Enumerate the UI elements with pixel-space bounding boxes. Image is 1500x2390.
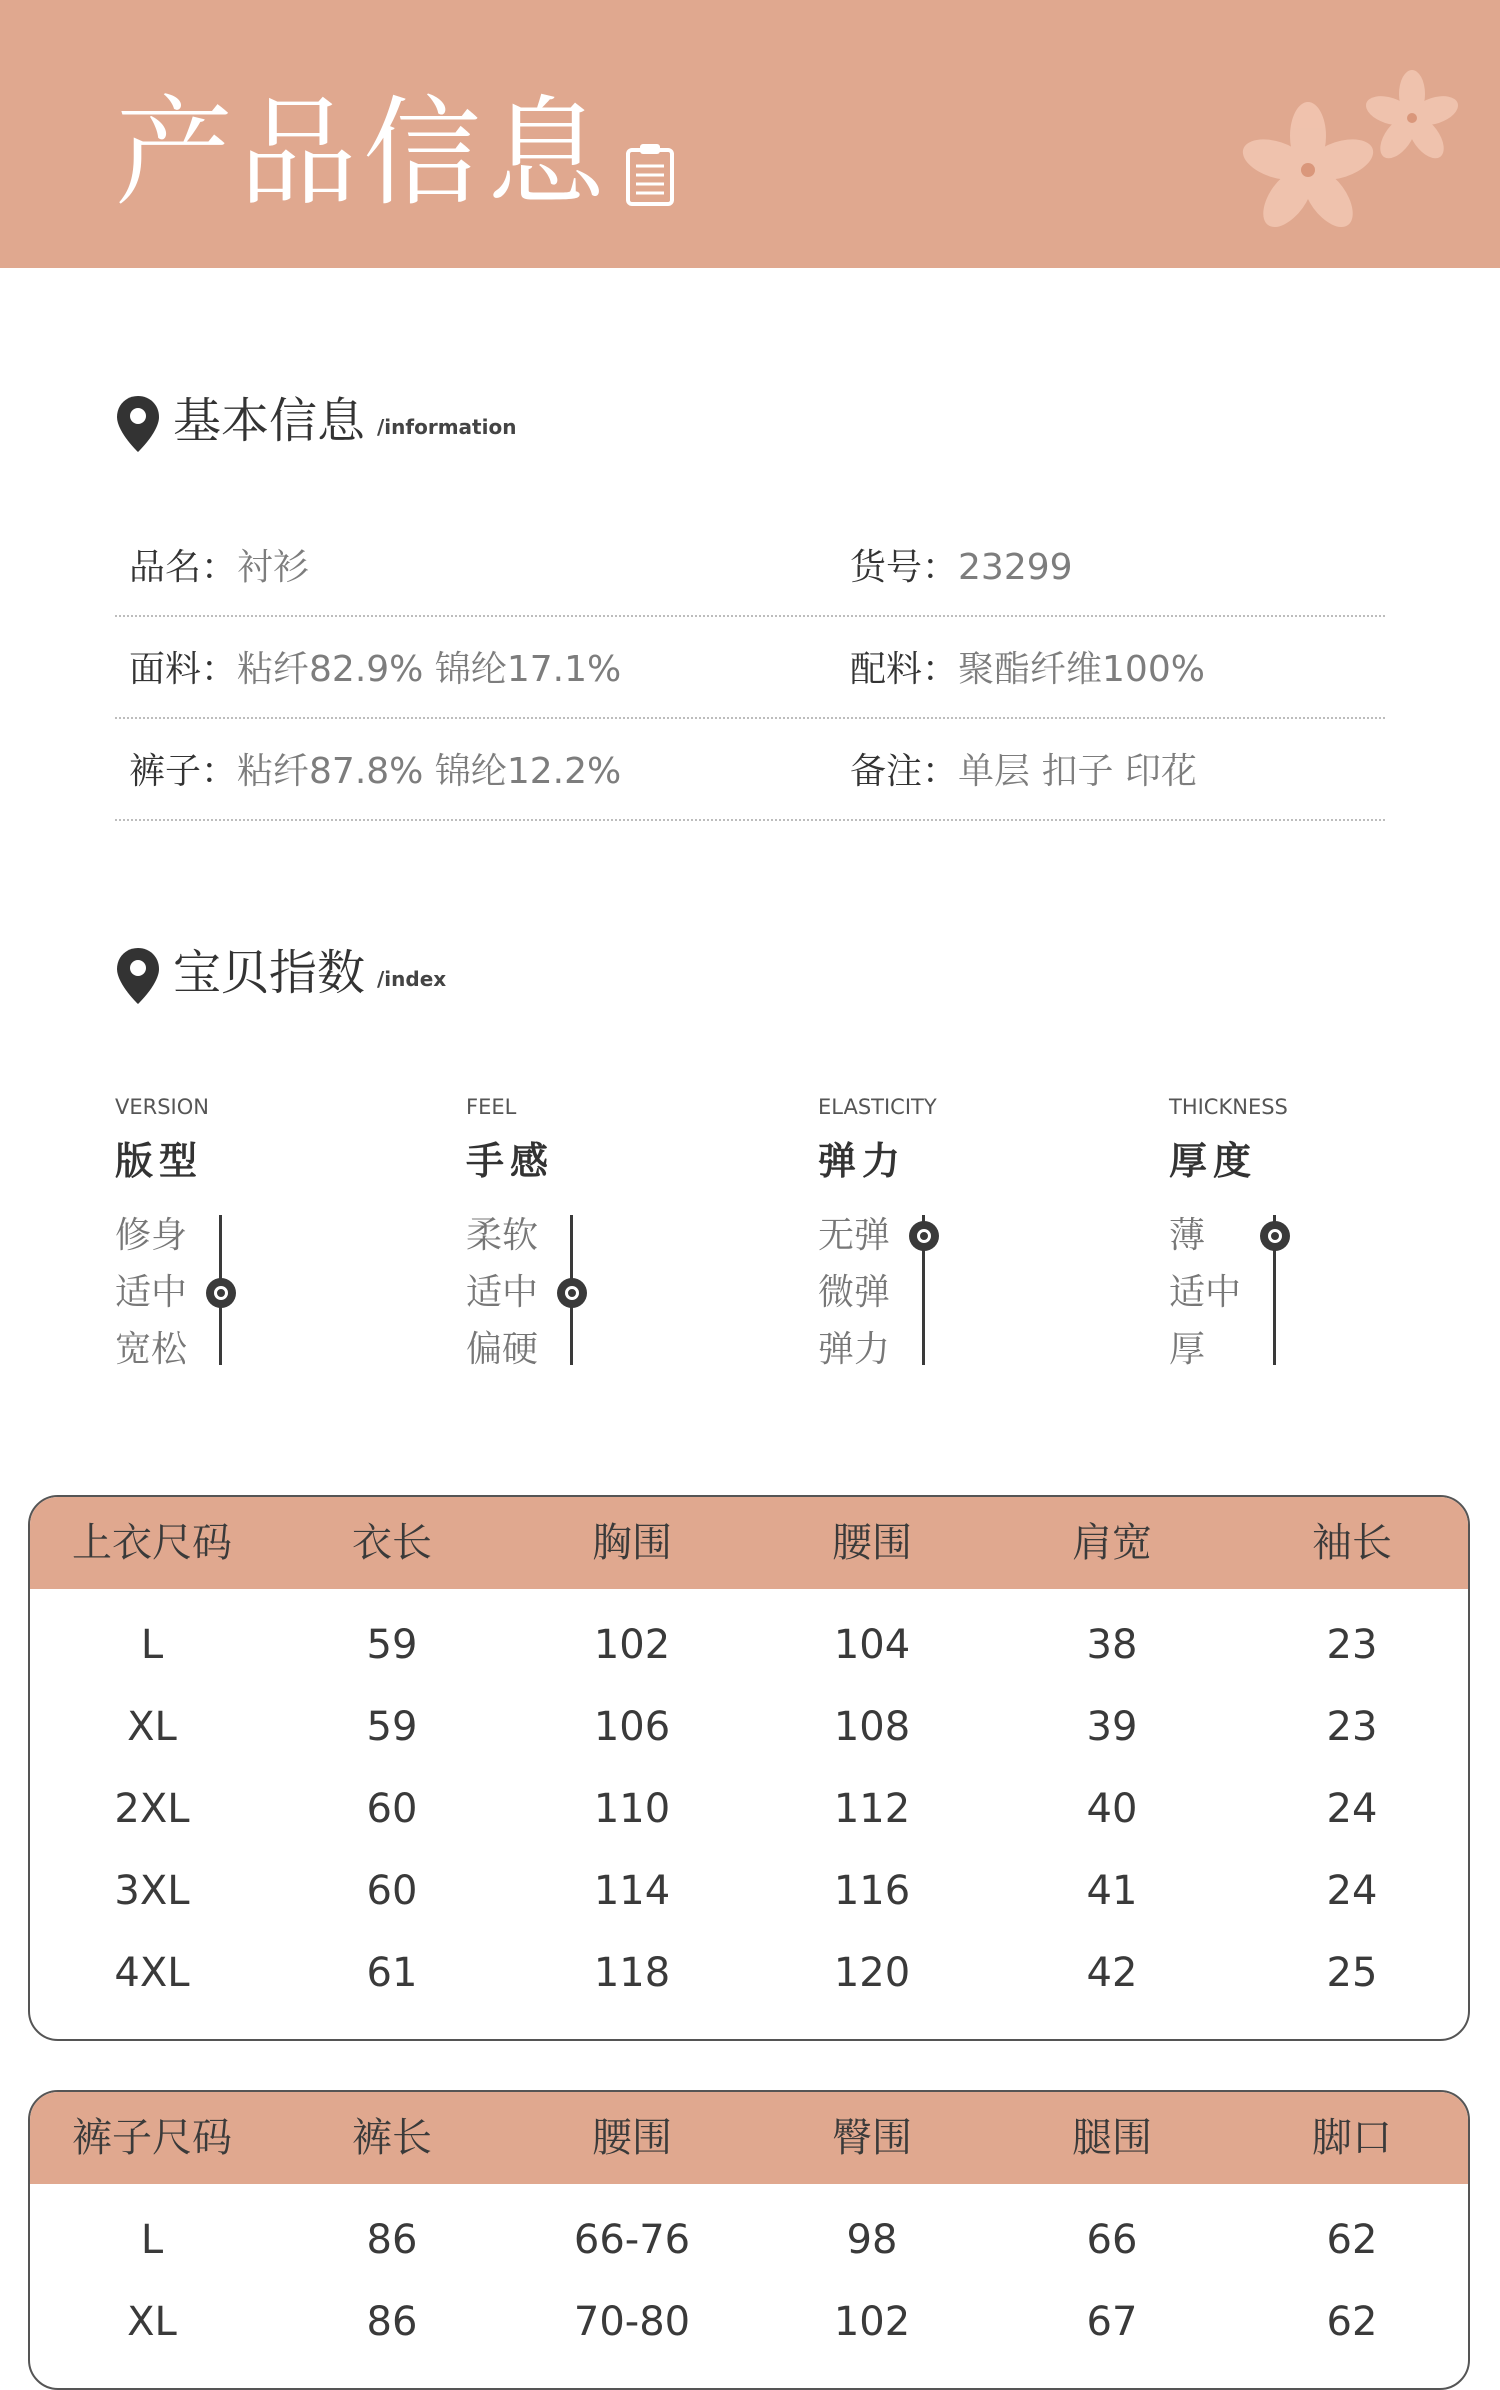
info-key: 面料：	[129, 649, 238, 690]
table-cell: 70-80	[573, 2299, 691, 2345]
table-spacer	[30, 1589, 1468, 1604]
index-indicator-dot	[206, 1278, 236, 1308]
table-header-cell: 胸围	[592, 1520, 672, 1566]
index-indicator-dot	[557, 1278, 587, 1308]
table-row	[30, 1686, 1468, 1768]
index-indicator-dot	[1260, 1221, 1290, 1251]
table-cell: 59	[366, 1704, 418, 1750]
table-cell: XL	[127, 2299, 177, 2345]
index-option: 偏硬	[466, 1329, 539, 1370]
info-key: 备注：	[850, 751, 959, 792]
index-label-cn: 弹力	[818, 1139, 907, 1183]
table-cell: 24	[1326, 1786, 1378, 1832]
index-option: 适中	[466, 1272, 539, 1313]
index-option: 适中	[1169, 1272, 1242, 1313]
index-option: 无弹	[818, 1215, 891, 1256]
table-cell: 106	[593, 1704, 671, 1750]
flower-decoration-icon	[1236, 66, 1466, 236]
table-row	[30, 2281, 1468, 2363]
table-cell: 4XL	[114, 1950, 190, 1996]
index-label-en: THICKNESS	[1169, 1095, 1288, 1119]
table-cell: 98	[846, 2217, 898, 2263]
table-cell: L	[140, 2217, 164, 2263]
index-label-cn: 手感	[466, 1139, 555, 1183]
info-row	[115, 515, 1385, 617]
basic-info-heading	[115, 388, 715, 458]
table-cell: 114	[593, 1868, 671, 1914]
table-cell: 40	[1086, 1786, 1138, 1832]
table-header-cell: 臀围	[832, 2115, 912, 2161]
table-cell: 104	[833, 1622, 911, 1668]
table-header-cell: 衣长	[352, 1520, 432, 1566]
table-cell: L	[140, 1622, 164, 1668]
table-cell: 66-76	[573, 2217, 691, 2263]
info-key: 品名：	[129, 547, 238, 588]
index-column	[1169, 1095, 1469, 1385]
table-cell: 41	[1086, 1868, 1138, 1914]
table-spacer	[30, 2184, 1468, 2199]
table-cell: 62	[1326, 2299, 1378, 2345]
section-subtitle: /information	[377, 415, 517, 439]
table-cell: 59	[366, 1622, 418, 1668]
table-cell: 112	[833, 1786, 911, 1832]
table-header-cell: 袖长	[1312, 1520, 1392, 1566]
table-cell: 102	[833, 2299, 911, 2345]
table-cell: 110	[593, 1786, 671, 1832]
table-header-cell: 上衣尺码	[72, 1520, 232, 1566]
index-indicator-dot	[909, 1221, 939, 1251]
index-option: 柔软	[466, 1215, 539, 1256]
section-title: 基本信息	[173, 393, 366, 449]
table-cell: 116	[833, 1868, 911, 1914]
table-row	[30, 1932, 1468, 2014]
index-option: 厚	[1169, 1329, 1206, 1370]
table-row	[30, 1850, 1468, 1932]
info-value: 粘纤82.9% 锦纶17.1%	[237, 649, 622, 690]
top-size-table	[28, 1495, 1470, 2041]
table-cell: 60	[366, 1786, 418, 1832]
table-cell: 23	[1326, 1704, 1378, 1750]
table-row	[30, 1604, 1468, 1686]
table-cell: 66	[1086, 2217, 1138, 2263]
pants-size-table	[28, 2090, 1470, 2390]
index-column	[466, 1095, 766, 1385]
info-key: 裤子：	[129, 751, 238, 792]
table-cell: 61	[366, 1950, 418, 1996]
table-cell: 108	[833, 1704, 911, 1750]
table-header	[30, 1497, 1468, 1589]
table-header	[30, 2092, 1468, 2184]
table-cell: 3XL	[114, 1868, 190, 1914]
index-label-cn: 厚度	[1169, 1139, 1258, 1183]
index-option: 弹力	[818, 1329, 891, 1370]
table-cell: 2XL	[114, 1786, 190, 1832]
index-label-en: FEEL	[466, 1095, 517, 1119]
info-value: 23299	[958, 547, 1073, 588]
table-cell: 25	[1326, 1950, 1378, 1996]
table-cell: 67	[1086, 2299, 1138, 2345]
table-row	[30, 1768, 1468, 1850]
index-column	[115, 1095, 415, 1385]
table-cell: 42	[1086, 1950, 1138, 1996]
location-pin-icon	[115, 394, 161, 454]
table-cell: 102	[593, 1622, 671, 1668]
page-title: 产品信息	[115, 84, 612, 222]
index-heading	[115, 940, 715, 1010]
info-value: 粘纤87.8% 锦纶12.2%	[237, 751, 622, 792]
index-label-en: ELASTICITY	[818, 1095, 937, 1119]
table-cell: 24	[1326, 1868, 1378, 1914]
index-label-en: VERSION	[115, 1095, 209, 1119]
table-cell: 38	[1086, 1622, 1138, 1668]
info-key: 配料：	[850, 649, 959, 690]
table-cell: 118	[593, 1950, 671, 1996]
info-key: 货号：	[850, 547, 959, 588]
table-row	[30, 2199, 1468, 2281]
table-header-cell: 裤长	[352, 2115, 432, 2161]
info-value: 衬衫	[237, 547, 310, 588]
table-header-cell: 肩宽	[1072, 1520, 1152, 1566]
index-option: 宽松	[115, 1329, 188, 1370]
info-value: 聚酯纤维100%	[958, 649, 1205, 690]
table-header-cell: 脚口	[1312, 2115, 1392, 2161]
table-cell: 86	[366, 2217, 418, 2263]
section-subtitle: /index	[377, 967, 447, 991]
table-header-cell: 腰围	[832, 1520, 912, 1566]
table-cell: 86	[366, 2299, 418, 2345]
table-cell: 39	[1086, 1704, 1138, 1750]
info-row	[115, 617, 1385, 719]
index-option: 微弹	[818, 1272, 891, 1313]
table-cell: 120	[833, 1950, 911, 1996]
index-option: 适中	[115, 1272, 188, 1313]
header-banner	[0, 0, 1500, 268]
info-row	[115, 719, 1385, 821]
table-cell: XL	[127, 1704, 177, 1750]
section-title: 宝贝指数	[173, 945, 366, 1001]
table-cell: 60	[366, 1868, 418, 1914]
clipboard-icon	[624, 142, 676, 208]
location-pin-icon	[115, 946, 161, 1006]
index-option: 薄	[1169, 1215, 1206, 1256]
table-header-cell: 裤子尺码	[72, 2115, 232, 2161]
table-cell: 23	[1326, 1622, 1378, 1668]
table-header-cell: 腰围	[592, 2115, 672, 2161]
table-header-cell: 腿围	[1072, 2115, 1152, 2161]
table-cell: 62	[1326, 2217, 1378, 2263]
index-option: 修身	[115, 1215, 188, 1256]
index-column	[818, 1095, 1118, 1385]
index-label-cn: 版型	[115, 1139, 204, 1183]
info-value: 单层 扣子 印花	[958, 751, 1197, 792]
